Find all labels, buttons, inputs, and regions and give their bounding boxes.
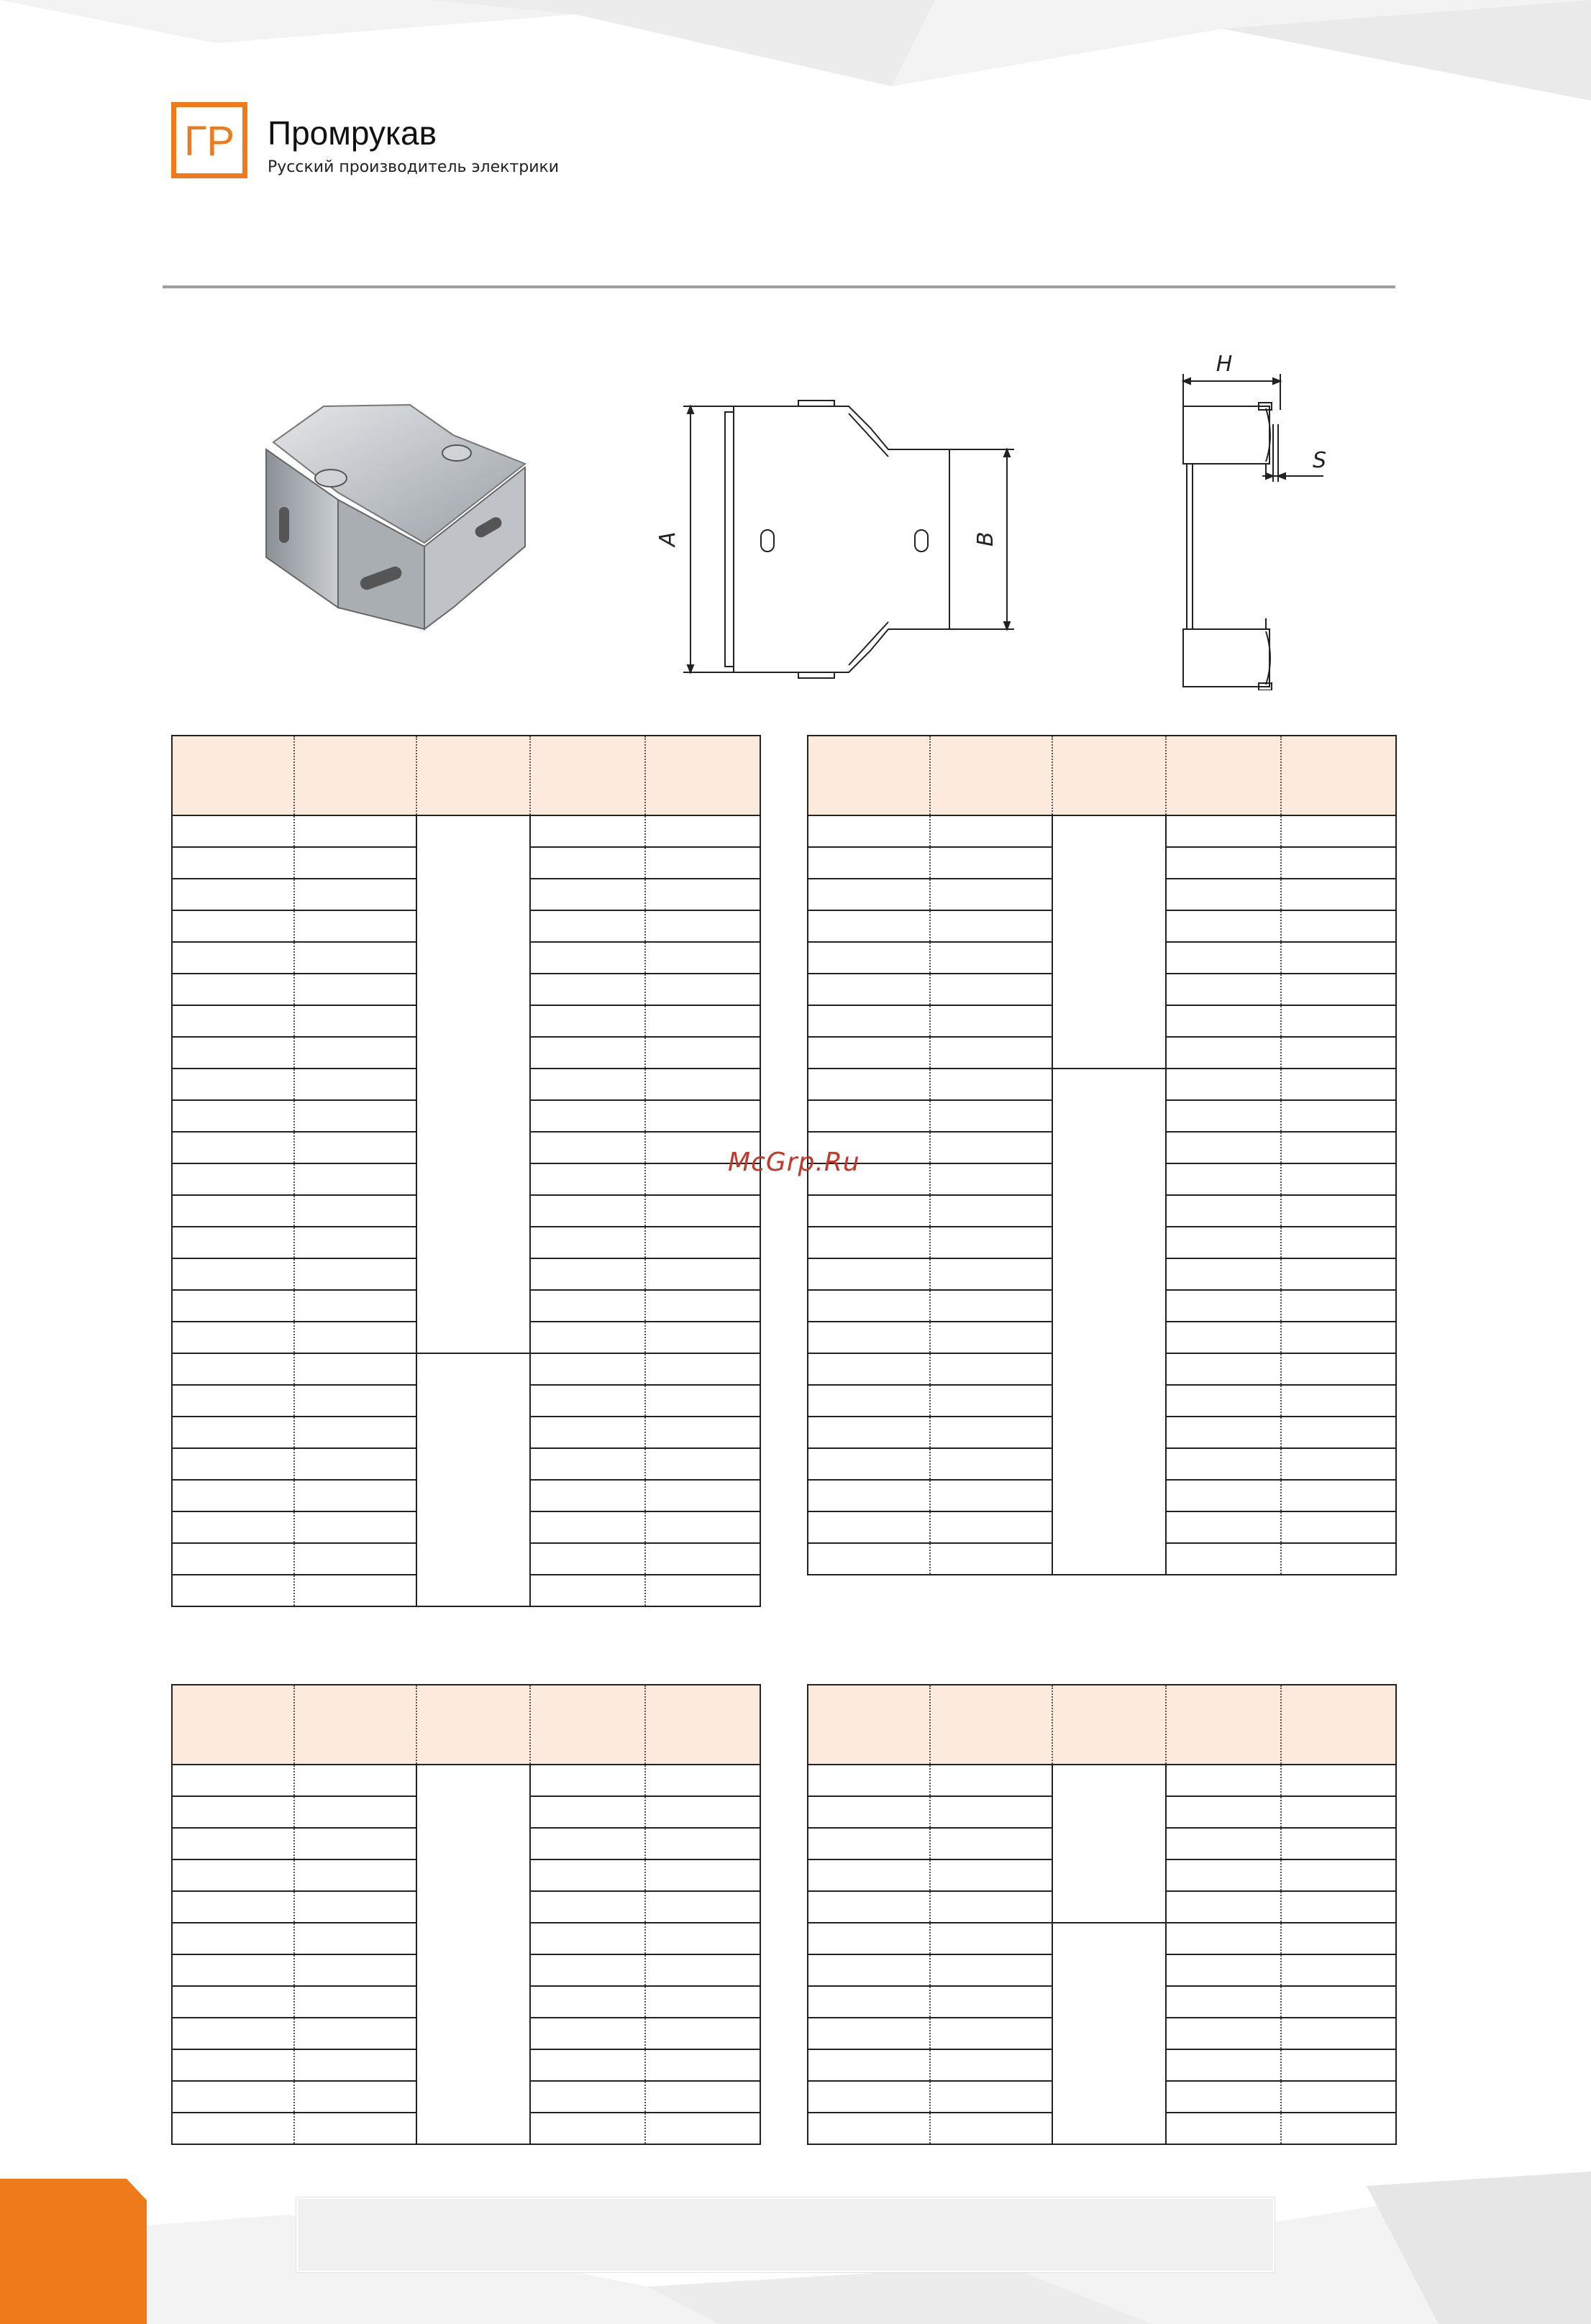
page-corner-tab	[0, 2179, 151, 2324]
table-row	[172, 815, 760, 847]
brand-logo	[171, 102, 247, 178]
watermark: McGrp.Ru	[728, 1148, 860, 1177]
table-row	[808, 1069, 1396, 1100]
brand-name: Промрукав	[268, 114, 437, 152]
svg-text:ГР: ГР	[183, 118, 235, 165]
svg-text:S: S	[1313, 448, 1327, 473]
table-row	[808, 815, 1396, 847]
side-view-drawing	[1158, 345, 1359, 690]
svg-text:A: A	[655, 531, 680, 546]
svg-text:H: H	[1216, 352, 1233, 377]
table-row	[808, 1923, 1396, 1954]
spec-table-3	[171, 1684, 761, 2145]
brand-tagline: Русский производитель электрики	[268, 158, 560, 176]
table-row	[172, 1353, 760, 1385]
product-photo	[237, 392, 539, 651]
table-row	[808, 1765, 1396, 1796]
spec-table-1	[171, 735, 761, 1607]
top-view-drawing	[640, 392, 1043, 694]
spec-table-4	[807, 1684, 1397, 2145]
svg-text:B: B	[973, 531, 998, 546]
header-divider	[163, 285, 1395, 288]
footer-panel	[296, 2197, 1275, 2272]
spec-table-2	[807, 735, 1397, 1575]
table-row	[172, 1765, 760, 1796]
